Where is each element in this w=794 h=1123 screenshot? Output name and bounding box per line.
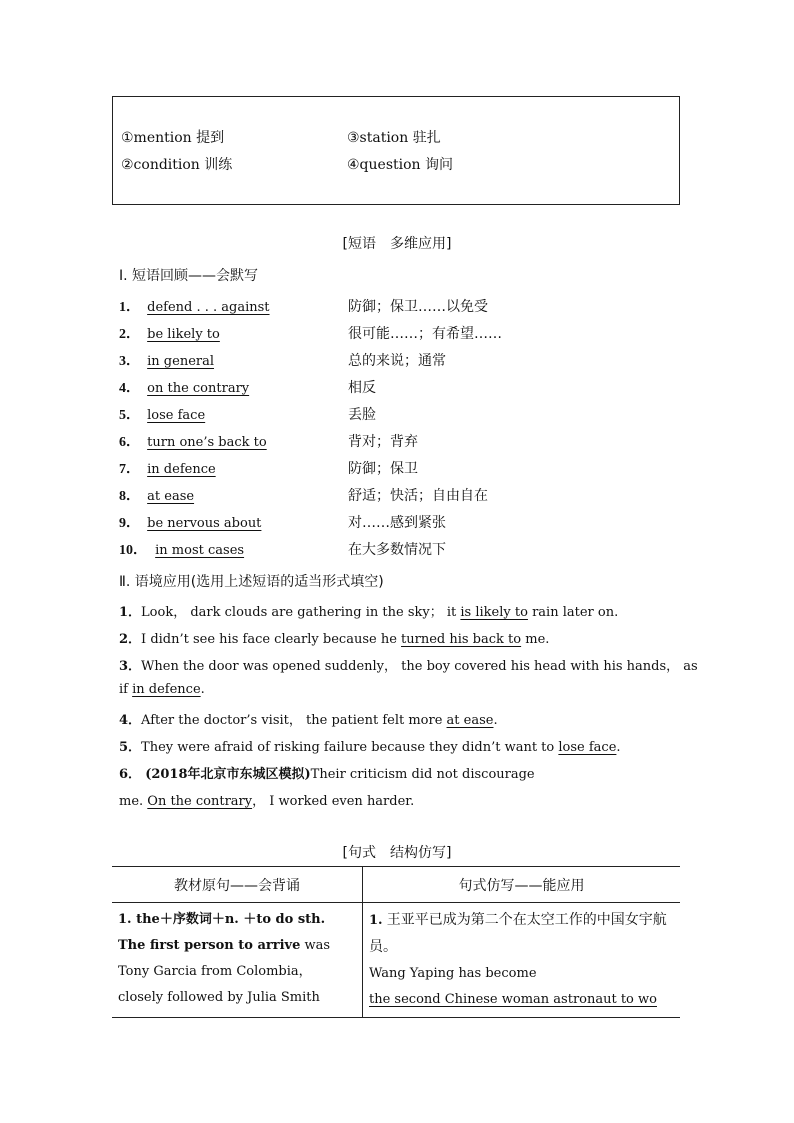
sentence-text: When the door was opened suddenly， the boy covered his head with his hands， as [141, 659, 698, 674]
sentence-answer: On the contrary [147, 794, 253, 809]
phrase-num: 10． [119, 543, 147, 558]
sentence-answer: turned his back to [401, 632, 522, 647]
sentence-text: They were afraid of risking failure because they didn’t want to [141, 740, 559, 755]
sentence-num: 6． [119, 767, 142, 782]
sentence-num: 5． [119, 740, 142, 755]
sentence-source: (2018年北京市东城区模拟) [145, 767, 311, 782]
sentence-num: 2． [119, 632, 142, 647]
part1-title: Ⅰ. 短语回顾——会默写 [119, 268, 259, 284]
phrase-num: 5． [119, 408, 140, 423]
phrase-text: in defence [147, 462, 216, 477]
part2-title: Ⅱ. 语境应用(选用上述短语的适当形式填空) [119, 574, 384, 590]
pattern-table [112, 866, 680, 1018]
phrase-meaning: 对……感到紧张 [348, 515, 446, 531]
imitation-prompt [369, 907, 674, 961]
context-sentence-5 [119, 736, 674, 755]
sentence-text: rain later on. [527, 605, 619, 620]
phrase-row [119, 323, 502, 345]
vocab-item-3: ③station 驻扎 [347, 130, 441, 146]
original-line-2: Tony Garcia from Colombia， [118, 964, 312, 979]
sentence-text: . [493, 713, 498, 728]
sentence-text: Their criticism did not discourage [310, 767, 535, 782]
phrase-row [119, 431, 418, 453]
phrase-meaning: 防御；保卫 [348, 461, 418, 477]
sentence-num: 3． [119, 659, 142, 674]
imitation-chinese: 王亚平已成为第二个在太空工作的中国女宇航员。 [369, 912, 667, 955]
sentence-text: ， I worked even harder. [252, 794, 415, 809]
col-header-imitation: 句式仿写——能应用 [363, 867, 681, 903]
context-sentence-3-cont [119, 682, 674, 697]
sentence-text: if [119, 682, 133, 697]
vocab-item-4: ④question 询问 [347, 157, 453, 173]
imitation-num: 1. [369, 913, 383, 928]
phrase-text: in general [147, 354, 215, 369]
sentence-answer: at ease [446, 713, 494, 728]
original-text: was [300, 938, 331, 953]
phrase-num: 7． [119, 462, 140, 477]
phrase-num: 1． [119, 300, 140, 315]
vocab-item-2: ②condition 训练 [121, 157, 233, 173]
context-sentence-3 [119, 655, 698, 674]
phrase-meaning: 背对；背弃 [348, 434, 418, 450]
phrase-row [119, 485, 488, 507]
context-sentence-4 [119, 709, 674, 728]
sentence-answer: is likely to [460, 605, 528, 620]
sentence-text: . [616, 740, 621, 755]
imitation-line-1: Wang Yaping has become [369, 966, 537, 981]
phrase-section-heading: [短语 多维应用] [342, 236, 452, 252]
phrase-meaning: 防御；保卫……以免受 [348, 299, 488, 315]
phrase-row [119, 350, 446, 372]
phrase-text: in most cases [155, 543, 245, 558]
phrase-row [119, 539, 446, 561]
sentence-text: I didn’t see his face clearly because he [141, 632, 402, 647]
original-sentence-cell [112, 903, 363, 1018]
col-header-original: 教材原句——会背诵 [112, 867, 363, 903]
phrase-num: 6． [119, 435, 140, 450]
phrase-meaning: 丢脸 [348, 407, 376, 423]
imitation-answer: the second Chinese woman astronaut to wo [369, 992, 657, 1007]
phrase-text: lose face [147, 408, 206, 423]
phrase-text: be nervous about [147, 516, 262, 531]
phrase-meaning: 相反 [348, 380, 376, 396]
vocab-box [112, 96, 680, 205]
phrase-num: 2． [119, 327, 140, 342]
phrase-text: defend . . . against [147, 300, 270, 315]
context-sentence-6 [119, 763, 674, 782]
phrase-text: be likely to [147, 327, 220, 342]
phrase-num: 4． [119, 381, 140, 396]
phrase-num: 3． [119, 354, 140, 369]
sentence-num: 4． [119, 713, 142, 728]
original-line-1 [118, 933, 356, 959]
vocab-item-1: ①mention 提到 [121, 130, 225, 146]
phrase-row [119, 377, 376, 399]
context-sentence-2 [119, 628, 674, 647]
phrase-row [119, 404, 376, 426]
phrase-num: 8． [119, 489, 140, 504]
original-bold: The first person to arrive [118, 938, 301, 953]
sentence-text: me. [521, 632, 550, 647]
imitation-cell [363, 903, 681, 1018]
phrase-row [119, 296, 488, 318]
original-line-3: closely followed by Julia Smith [118, 990, 320, 1005]
phrase-row [119, 458, 418, 480]
sentence-text: me. [119, 794, 148, 809]
sentence-text: After the doctor’s visit， the patient felt more [141, 713, 447, 728]
phrase-num: 9． [119, 516, 140, 531]
phrase-row [119, 512, 446, 534]
phrase-meaning: 在大多数情况下 [348, 542, 446, 558]
table-row [112, 903, 680, 1018]
sentence-answer: in defence [132, 682, 201, 697]
sentence-text: Look， dark clouds are gathering in the sky； it [141, 605, 461, 620]
sentence-text: . [200, 682, 205, 697]
context-sentence-1 [119, 601, 674, 620]
pattern-title: 1. the＋序数词＋n. ＋to do sth. [118, 912, 326, 927]
phrase-meaning: 很可能……；有希望…… [348, 326, 502, 342]
table-header-row [112, 867, 680, 903]
phrase-meaning: 舒适；快活；自由自在 [348, 488, 488, 504]
phrase-meaning: 总的来说；通常 [348, 353, 446, 369]
phrase-text: on the contrary [147, 381, 250, 396]
sentence-num: 1． [119, 605, 142, 620]
sentence-answer: lose face [558, 740, 617, 755]
phrase-text: at ease [147, 489, 195, 504]
pattern-section-heading: [句式 结构仿写] [342, 845, 452, 861]
phrase-text: turn one’s back to [147, 435, 267, 450]
context-sentence-6-cont [119, 790, 674, 809]
